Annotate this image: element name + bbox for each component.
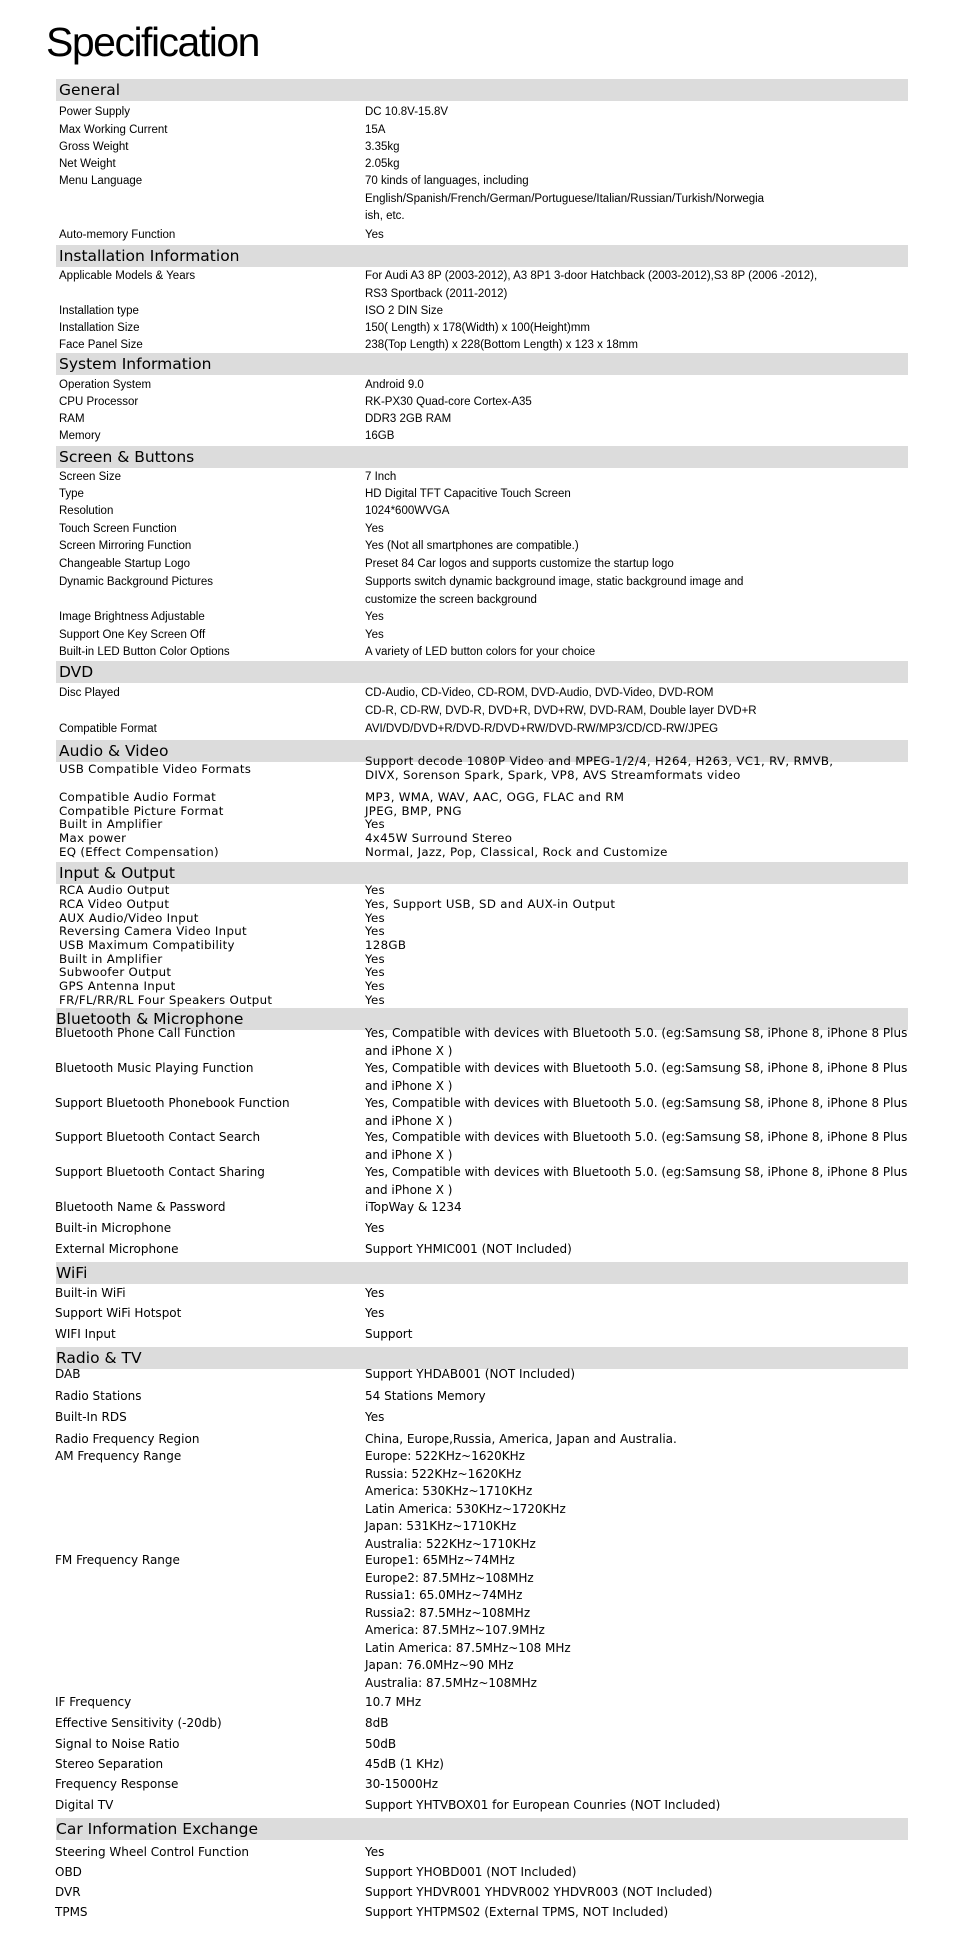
section-heading-bluetooth: Bluetooth & Microphone xyxy=(56,1010,244,1028)
spec-value-line: Yes, Compatible with devices with Bluetooth 5.0. (eg:Samsung S8, iPhone 8, iPhone 8 Plus xyxy=(365,1165,908,1179)
spec-value-image-brightness-adjustable xyxy=(365,609,384,627)
spec-value-line: Support YHTPMS02 (External TPMS, NOT Included) xyxy=(365,1905,669,1919)
spec-value-digital-tv xyxy=(365,1797,720,1815)
spec-value-line: Normal, Jazz, Pop, Classical, Rock and Customize xyxy=(365,845,668,859)
spec-value-line: Yes xyxy=(365,1286,385,1300)
spec-value-gross-weight xyxy=(365,139,400,157)
spec-value-line: 15A xyxy=(365,124,386,136)
spec-value-radio-frequency-region xyxy=(365,1431,677,1449)
spec-value-line: Yes, Compatible with devices with Bluetooth 5.0. (eg:Samsung S8, iPhone 8, iPhone 8 Plus xyxy=(365,1026,908,1040)
spec-value-line: 8dB xyxy=(365,1716,389,1730)
spec-label-wifi-input: WIFI Input xyxy=(55,1327,116,1341)
spec-value-tpms xyxy=(365,1904,668,1922)
spec-value-installation-size xyxy=(365,320,590,338)
spec-value-usb-compatible-video-formats xyxy=(365,755,833,783)
spec-value-line: Yes xyxy=(365,1410,385,1424)
spec-value-support-bluetooth-contact-search xyxy=(365,1129,907,1164)
spec-value-line: 30-15000Hz xyxy=(365,1777,439,1791)
spec-value-radio-stations xyxy=(365,1388,486,1406)
spec-value-line: Android 9.0 xyxy=(365,379,424,391)
spec-value-line: AVI/DVD/DVD+R/DVD-R/DVD+RW/DVD-RW/MP3/CD/CD-RW/JPEG xyxy=(365,723,719,735)
spec-value-line: Europe1: 65MHz~74MHz xyxy=(365,1553,515,1567)
spec-value-line: Support xyxy=(365,1327,413,1341)
spec-value-rca-audio-output xyxy=(365,884,385,898)
spec-label-resolution: Resolution xyxy=(59,505,114,517)
spec-value-changeable-startup-logo xyxy=(365,556,674,574)
spec-value-line: China, Europe,Russia, America, Japan and Australia. xyxy=(365,1432,677,1446)
spec-value-built-in-led-button-color-options xyxy=(365,644,595,662)
spec-value-built-in-amplifier xyxy=(365,818,385,832)
spec-value-compatible-format xyxy=(365,721,718,739)
spec-label-auto-memory-function: Auto-memory Function xyxy=(59,229,176,241)
section-heading-wifi: WiFi xyxy=(56,1264,88,1282)
spec-value-if-frequency xyxy=(365,1694,421,1712)
spec-label-usb-compatible-video-formats: USB Compatible Video Formats xyxy=(59,762,252,776)
spec-label-compatible-picture-format: Compatible Picture Format xyxy=(59,804,224,818)
spec-label-support-wifi-hotspot: Support WiFi Hotspot xyxy=(55,1306,182,1320)
spec-label-frequency-response: Frequency Response xyxy=(55,1777,179,1791)
spec-value-touch-screen-function xyxy=(365,521,384,539)
spec-label-tpms: TPMS xyxy=(55,1905,88,1919)
spec-value-line: Yes xyxy=(365,883,385,897)
spec-label-external-microphone: External Microphone xyxy=(55,1242,179,1256)
spec-value-support-one-key-screen-off xyxy=(365,627,384,645)
spec-value-line: 150( Length) x 178(Width) x 100(Height)mm xyxy=(365,322,590,334)
spec-label-installation-size: Installation Size xyxy=(59,322,140,334)
section-header-bar-wifi xyxy=(56,1262,908,1284)
spec-value-dab xyxy=(365,1366,575,1384)
spec-value-gps-antenna-input xyxy=(365,980,385,994)
spec-value-line: Supports switch dynamic background image, static background image and xyxy=(365,576,744,588)
section-heading-general: General xyxy=(59,81,121,99)
spec-label-obd: OBD xyxy=(55,1865,82,1879)
spec-label-support-bluetooth-contact-search: Support Bluetooth Contact Search xyxy=(55,1130,261,1144)
section-header-bar-io xyxy=(56,862,908,884)
spec-value-line: 3.35kg xyxy=(365,141,400,153)
spec-label-compatible-audio-format: Compatible Audio Format xyxy=(59,790,217,804)
spec-value-cpu-processor xyxy=(365,394,532,412)
spec-value-max-working-current xyxy=(365,122,385,140)
spec-value-line: 50dB xyxy=(365,1737,397,1751)
spec-value-line: Europe2: 87.5MHz~108MHz xyxy=(365,1570,534,1585)
spec-value-screen-mirroring-function xyxy=(365,538,579,556)
spec-value-line: DDR3 2GB RAM xyxy=(365,413,452,425)
spec-value-line: Yes, Support USB, SD and AUX-in Output xyxy=(365,897,616,911)
spec-label-changeable-startup-logo: Changeable Startup Logo xyxy=(59,558,191,570)
spec-value-applicable-models-years xyxy=(365,268,817,303)
spec-label-fm-frequency-range: FM Frequency Range xyxy=(55,1553,180,1567)
spec-value-line: Support YHDVR001 YHDVR002 YHDVR003 (NOT Included) xyxy=(365,1885,713,1899)
spec-value-net-weight xyxy=(365,156,400,174)
spec-value-line: Russia2: 87.5MHz~108MHz xyxy=(365,1605,531,1620)
spec-value-line: Latin America: 530KHz~1720KHz xyxy=(365,1501,566,1516)
spec-value-line: and iPhone X ) xyxy=(365,1147,453,1162)
spec-value-frequency-response xyxy=(365,1776,438,1794)
spec-value-line: A variety of LED button colors for your choice xyxy=(365,646,596,658)
spec-value-compatible-audio-format xyxy=(365,791,624,805)
spec-label-am-frequency-range: AM Frequency Range xyxy=(55,1449,182,1463)
spec-value-line: 54 Stations Memory xyxy=(365,1389,486,1403)
spec-label-installation-type: Installation type xyxy=(59,305,139,317)
spec-value-line: Australia: 522KHz~1710KHz xyxy=(365,1536,536,1551)
spec-value-line: ISO 2 DIN Size xyxy=(365,305,443,317)
spec-value-line: Yes xyxy=(365,1306,385,1320)
spec-label-image-brightness-adjustable: Image Brightness Adjustable xyxy=(59,611,205,623)
spec-label-built-in-amplifier: Built in Amplifier xyxy=(59,817,163,831)
spec-value-auto-memory-function xyxy=(365,227,384,245)
spec-value-line: and iPhone X ) xyxy=(365,1113,453,1128)
spec-label-stereo-separation: Stereo Separation xyxy=(55,1757,164,1771)
spec-label-cpu-processor: CPU Processor xyxy=(59,396,139,408)
spec-value-line: ish, etc. xyxy=(365,210,405,222)
spec-value-line: Yes xyxy=(365,993,385,1007)
spec-value-line: Yes xyxy=(365,523,384,535)
spec-value-line: Europe: 522KHz~1620KHz xyxy=(365,1449,525,1463)
spec-value-max-power xyxy=(365,832,512,846)
spec-label-net-weight: Net Weight xyxy=(59,158,116,170)
spec-label-type: Type xyxy=(59,488,84,500)
spec-value-screen-size xyxy=(365,469,396,487)
spec-value-line: English/Spanish/French/German/Portuguese/Italian/Russian/Turkish/Norwegia xyxy=(365,192,765,205)
spec-value-face-panel-size xyxy=(365,337,638,355)
spec-value-line: Yes xyxy=(365,911,385,925)
spec-label-bluetooth-name-password: Bluetooth Name & Password xyxy=(55,1200,226,1214)
spec-value-line: Yes, Compatible with devices with Bluetooth 5.0. (eg:Samsung S8, iPhone 8, iPhone 8 Plus xyxy=(365,1096,908,1110)
spec-value-line: Yes, Compatible with devices with Bluetooth 5.0. (eg:Samsung S8, iPhone 8, iPhone 8 Plus xyxy=(365,1061,908,1075)
spec-value-steering-wheel-control-function xyxy=(365,1844,384,1862)
spec-value-support-bluetooth-contact-sharing xyxy=(365,1164,907,1199)
section-heading-installation: Installation Information xyxy=(59,247,240,265)
spec-label-operation-system: Operation System xyxy=(59,379,152,391)
spec-value-support-wifi-hotspot xyxy=(365,1305,384,1323)
spec-value-resolution xyxy=(365,503,449,521)
spec-value-line: Yes xyxy=(365,1845,385,1859)
spec-value-line: Yes xyxy=(365,817,385,831)
spec-label-eq-effect-compensation: EQ (Effect Compensation) xyxy=(59,845,219,859)
section-heading-audio: Audio & Video xyxy=(59,742,169,760)
spec-label-built-in-microphone: Built-in Microphone xyxy=(55,1221,172,1235)
spec-value-line: 16GB xyxy=(365,430,395,442)
spec-value-rca-video-output xyxy=(365,898,615,912)
spec-value-line: 238(Top Length) x 228(Bottom Length) x 123 x 18mm xyxy=(365,339,638,351)
spec-value-line: Japan: 76.0MHz~90 MHz xyxy=(365,1658,514,1672)
spec-value-line: iTopWay & 1234 xyxy=(365,1200,462,1214)
spec-value-line: Support YHTVBOX01 for European Counries (NOT Included) xyxy=(365,1798,721,1812)
section-heading-car: Car Information Exchange xyxy=(56,1820,259,1838)
spec-label-steering-wheel-control-function: Steering Wheel Control Function xyxy=(55,1845,250,1859)
spec-label-face-panel-size: Face Panel Size xyxy=(59,339,143,351)
spec-value-line: 128GB xyxy=(365,938,407,952)
spec-value-line: Russia1: 65.0MHz~74MHz xyxy=(365,1588,523,1602)
spec-value-line: Yes (Not all smartphones are compatible.) xyxy=(365,540,579,552)
spec-value-line: HD Digital TFT Capacitive Touch Screen xyxy=(365,488,571,500)
spec-label-menu-language: Menu Language xyxy=(59,175,143,187)
spec-value-line: Yes xyxy=(365,924,385,938)
spec-value-line: CD-Audio, CD-Video, CD-ROM, DVD-Audio, DVD-Video, DVD-ROM xyxy=(365,687,714,699)
spec-label-radio-stations: Radio Stations xyxy=(55,1389,142,1403)
spec-value-dynamic-background-pictures xyxy=(365,574,743,609)
section-heading-radio: Radio & TV xyxy=(56,1349,142,1367)
spec-label-compatible-format: Compatible Format xyxy=(59,723,157,735)
spec-value-line: Yes xyxy=(365,979,385,993)
spec-value-line: RK-PX30 Quad-core Cortex-A35 xyxy=(365,396,532,408)
spec-value-line: 2.05kg xyxy=(365,158,400,170)
section-heading-dvd: DVD xyxy=(59,663,94,681)
spec-value-line: 4x45W Surround Stereo xyxy=(365,831,513,845)
spec-value-bluetooth-name-password xyxy=(365,1199,462,1217)
section-header-bar-general xyxy=(56,79,908,101)
section-heading-io: Input & Output xyxy=(59,864,175,882)
spec-value-line: JPEG, BMP, PNG xyxy=(365,804,462,818)
spec-value-line: Support YHMIC001 (NOT Included) xyxy=(365,1242,572,1256)
spec-value-wifi-input xyxy=(365,1326,412,1344)
spec-value-eq-effect-compensation xyxy=(365,846,668,860)
spec-label-effective-sensitivity-20db: Effective Sensitivity (-20db) xyxy=(55,1716,222,1730)
spec-value-installation-type xyxy=(365,303,443,321)
spec-value-line: For Audi A3 8P (2003-2012), A3 8P1 3-door Hatchback (2003-2012),S3 8P (2006 -2012), xyxy=(365,270,818,282)
spec-label-memory: Memory xyxy=(59,430,101,442)
spec-value-line: Preset 84 Car logos and supports customize the startup logo xyxy=(365,558,674,570)
spec-value-built-in-rds xyxy=(365,1409,384,1427)
spec-value-type xyxy=(365,486,571,504)
spec-value-disc-played xyxy=(365,685,757,720)
spec-label-built-in-amplifier: Built in Amplifier xyxy=(59,952,163,966)
spec-value-line: Yes xyxy=(365,1221,385,1235)
spec-value-line: Support decode 1080P Video and MPEG-1/2/4, H264, H263, VC1, RV, RMVB, xyxy=(365,754,834,768)
spec-label-rca-audio-output: RCA Audio Output xyxy=(59,883,170,897)
spec-value-line: customize the screen background xyxy=(365,593,537,606)
spec-value-line: RS3 Sportback (2011-2012) xyxy=(365,287,508,300)
section-heading-system: System Information xyxy=(59,355,212,373)
spec-label-support-bluetooth-phonebook-function: Support Bluetooth Phonebook Function xyxy=(55,1096,290,1110)
spec-label-rca-video-output: RCA Video Output xyxy=(59,897,170,911)
spec-label-subwoofer-output: Subwoofer Output xyxy=(59,965,172,979)
spec-label-disc-played: Disc Played xyxy=(59,687,120,699)
spec-value-menu-language xyxy=(365,173,764,226)
section-heading-screen: Screen & Buttons xyxy=(59,448,195,466)
spec-value-support-bluetooth-phonebook-function xyxy=(365,1095,907,1130)
spec-value-line: and iPhone X ) xyxy=(365,1043,453,1058)
spec-label-usb-maximum-compatibility: USB Maximum Compatibility xyxy=(59,938,235,952)
spec-value-line: Yes, Compatible with devices with Bluetooth 5.0. (eg:Samsung S8, iPhone 8, iPhone 8 Plus xyxy=(365,1130,908,1144)
spec-value-line: 7 Inch xyxy=(365,471,397,483)
spec-label-power-supply: Power Supply xyxy=(59,106,130,118)
spec-value-built-in-wifi xyxy=(365,1285,384,1303)
spec-value-line: MP3, WMA, WAV, AAC, OGG, FLAC and RM xyxy=(365,790,625,804)
spec-label-max-working-current: Max Working Current xyxy=(59,124,168,136)
spec-value-line: 45dB (1 KHz) xyxy=(365,1757,444,1771)
spec-label-bluetooth-music-playing-function: Bluetooth Music Playing Function xyxy=(55,1061,254,1075)
spec-label-screen-mirroring-function: Screen Mirroring Function xyxy=(59,540,192,552)
spec-value-obd xyxy=(365,1864,576,1882)
spec-value-line: Support YHOBD001 (NOT Included) xyxy=(365,1865,577,1879)
spec-value-reversing-camera-video-input xyxy=(365,925,385,939)
spec-label-built-in-wifi: Built-in WiFi xyxy=(55,1286,126,1300)
spec-value-fm-frequency-range xyxy=(365,1552,571,1692)
spec-value-line: America: 530KHz~1710KHz xyxy=(365,1484,533,1498)
spec-value-ram xyxy=(365,411,451,429)
spec-value-line: 1024*600WVGA xyxy=(365,505,450,517)
spec-value-line: 10.7 MHz xyxy=(365,1695,422,1709)
spec-value-line: 70 kinds of languages, including xyxy=(365,175,529,187)
spec-value-bluetooth-music-playing-function xyxy=(365,1060,907,1095)
spec-value-line: and iPhone X ) xyxy=(365,1078,453,1093)
spec-value-line: Russia: 522KHz~1620KHz xyxy=(365,1466,522,1481)
spec-value-am-frequency-range xyxy=(365,1448,566,1553)
spec-value-line: CD-R, CD-RW, DVD-R, DVD+R, DVD+RW, DVD-RAM, Double layer DVD+R xyxy=(365,704,757,717)
spec-label-signal-to-noise-ratio: Signal to Noise Ratio xyxy=(55,1737,180,1751)
spec-value-operation-system xyxy=(365,377,424,395)
page-title: Specification xyxy=(46,19,259,65)
spec-value-line: Australia: 87.5MHz~108MHz xyxy=(365,1675,537,1690)
spec-value-line: DIVX, Sorenson Spark, Spark, VP8, AVS Streamformats video xyxy=(365,767,741,782)
spec-value-fr-fl-rr-rl-four-speakers-output xyxy=(365,994,385,1008)
spec-label-applicable-models-years: Applicable Models & Years xyxy=(59,270,196,282)
spec-value-bluetooth-phone-call-function xyxy=(365,1025,907,1060)
spec-value-line: Japan: 531KHz~1710KHz xyxy=(365,1519,517,1533)
spec-value-line: Yes xyxy=(365,229,384,241)
spec-label-touch-screen-function: Touch Screen Function xyxy=(59,523,177,535)
spec-label-screen-size: Screen Size xyxy=(59,471,122,483)
spec-value-built-in-microphone xyxy=(365,1220,384,1238)
spec-label-dynamic-background-pictures: Dynamic Background Pictures xyxy=(59,576,214,588)
spec-label-if-frequency: IF Frequency xyxy=(55,1695,132,1709)
spec-label-gps-antenna-input: GPS Antenna Input xyxy=(59,979,176,993)
spec-value-power-supply xyxy=(365,104,448,122)
spec-label-gross-weight: Gross Weight xyxy=(59,141,129,153)
spec-value-line: Latin America: 87.5MHz~108 MHz xyxy=(365,1640,571,1655)
spec-label-dvr: DVR xyxy=(55,1885,81,1899)
spec-label-fr-fl-rr-rl-four-speakers-output: FR/FL/RR/RL Four Speakers Output xyxy=(59,993,273,1007)
spec-value-signal-to-noise-ratio xyxy=(365,1736,396,1754)
spec-value-line: and iPhone X ) xyxy=(365,1182,453,1197)
spec-label-aux-audio-video-input: AUX Audio/Video Input xyxy=(59,911,199,925)
spec-value-subwoofer-output xyxy=(365,966,385,980)
spec-value-line: Support YHDAB001 (NOT Included) xyxy=(365,1367,576,1381)
spec-value-line: Yes xyxy=(365,629,384,641)
spec-value-stereo-separation xyxy=(365,1756,444,1774)
spec-label-dab: DAB xyxy=(55,1367,81,1381)
spec-label-support-bluetooth-contact-sharing: Support Bluetooth Contact Sharing xyxy=(55,1165,265,1179)
spec-label-built-in-led-button-color-options: Built-in LED Button Color Options xyxy=(59,646,230,658)
spec-value-line: DC 10.8V-15.8V xyxy=(365,106,449,118)
spec-label-digital-tv: Digital TV xyxy=(55,1798,114,1812)
spec-label-max-power: Max power xyxy=(59,831,127,845)
spec-value-usb-maximum-compatibility xyxy=(365,939,406,953)
spec-value-external-microphone xyxy=(365,1241,572,1259)
spec-value-line: America: 87.5MHz~107.9MHz xyxy=(365,1623,545,1637)
spec-label-support-one-key-screen-off: Support One Key Screen Off xyxy=(59,629,206,641)
spec-label-reversing-camera-video-input: Reversing Camera Video Input xyxy=(59,924,247,938)
spec-label-bluetooth-phone-call-function: Bluetooth Phone Call Function xyxy=(55,1026,236,1040)
spec-value-effective-sensitivity-20db xyxy=(365,1715,388,1733)
spec-label-radio-frequency-region: Radio Frequency Region xyxy=(55,1432,200,1446)
spec-label-built-in-rds: Built-In RDS xyxy=(55,1410,127,1424)
spec-value-memory xyxy=(365,428,394,446)
spec-value-dvr xyxy=(365,1884,712,1902)
spec-value-line: Yes xyxy=(365,952,385,966)
spec-value-line: Yes xyxy=(365,965,385,979)
spec-value-line: Yes xyxy=(365,611,384,623)
section-header-bar-dvd xyxy=(56,661,908,683)
spec-label-ram: RAM xyxy=(59,413,85,425)
